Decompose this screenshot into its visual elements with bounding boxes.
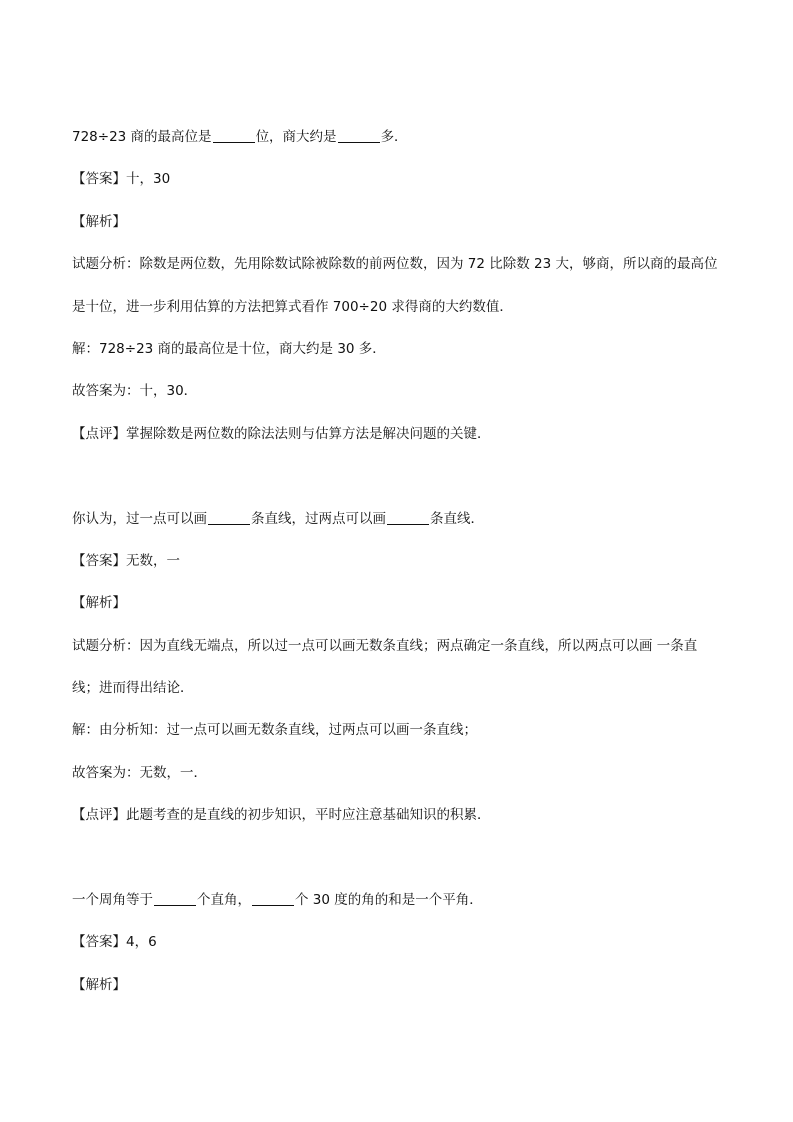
stem-text: 条直线，过两点可以画	[251, 510, 386, 527]
analysis-line: 故答案为：无数，一．	[72, 764, 207, 781]
question-3-stem	[72, 879, 732, 921]
stem-text: 位，商大约是	[255, 129, 337, 145]
analysis-line: 试题分析：因为直线无端点，所以过一点可以画无数条直线；两点确定一条直线，所以两点可以画 一条直	[72, 637, 698, 654]
stem-text: 个 30 度的角的和是一个平角．	[295, 892, 483, 909]
answer-blank	[338, 128, 380, 143]
question-3-analysis-title: 【解析】	[72, 976, 126, 993]
spacer	[72, 837, 732, 879]
analysis-line: 试题分析：除数是两位数，先用除数试除被除数的前两位数，因为 72 比除数 23 大，够商，所以商的最高位	[72, 256, 718, 273]
answer-blank	[213, 128, 255, 143]
answer-blank	[208, 510, 250, 525]
question-3-answer: 【答案】4，6	[72, 934, 157, 951]
question-1-analysis-title: 【解析】	[72, 213, 126, 230]
question-2-stem	[72, 498, 732, 540]
answer-blank	[252, 891, 294, 906]
question-2-answer: 【答案】无数，一	[72, 552, 180, 569]
stem-text: 条直线．	[430, 510, 484, 527]
analysis-line: 解：728÷23 商的最高位是十位，商大约是 30 多．	[72, 340, 386, 357]
analysis-line: 解：由分析知：过一点可以画无数条直线，过两点可以画一条直线；	[72, 722, 477, 739]
question-2-analysis-title: 【解析】	[72, 595, 126, 612]
stem-text: 多．	[380, 129, 408, 145]
stem-text: 个直角，	[197, 892, 251, 909]
stem-text: 你认为，过一点可以画	[72, 510, 207, 527]
question-2-comment: 【点评】此题考查的是直线的初步知识，平时应注意基础知识的积累．	[72, 807, 491, 824]
answer-blank	[154, 891, 196, 906]
analysis-line: 故答案为：十，30．	[72, 383, 198, 400]
answer-blank	[387, 510, 429, 525]
stem-text: 一个周角等于	[72, 892, 153, 909]
spacer	[72, 455, 732, 497]
question-1-stem	[72, 116, 732, 158]
stem-text: 728÷23 商的最高位是	[72, 129, 212, 145]
analysis-line: 是十位，进一步利用估算的方法把算式看作 700÷20 求得商的大约数值．	[72, 298, 513, 315]
analysis-line: 线；进而得出结论．	[72, 680, 194, 697]
document-page	[72, 116, 732, 1006]
question-1-answer: 【答案】十，30	[72, 171, 171, 188]
question-1-comment: 【点评】掌握除数是两位数的除法法则与估算方法是解决问题的关键．	[72, 425, 491, 442]
